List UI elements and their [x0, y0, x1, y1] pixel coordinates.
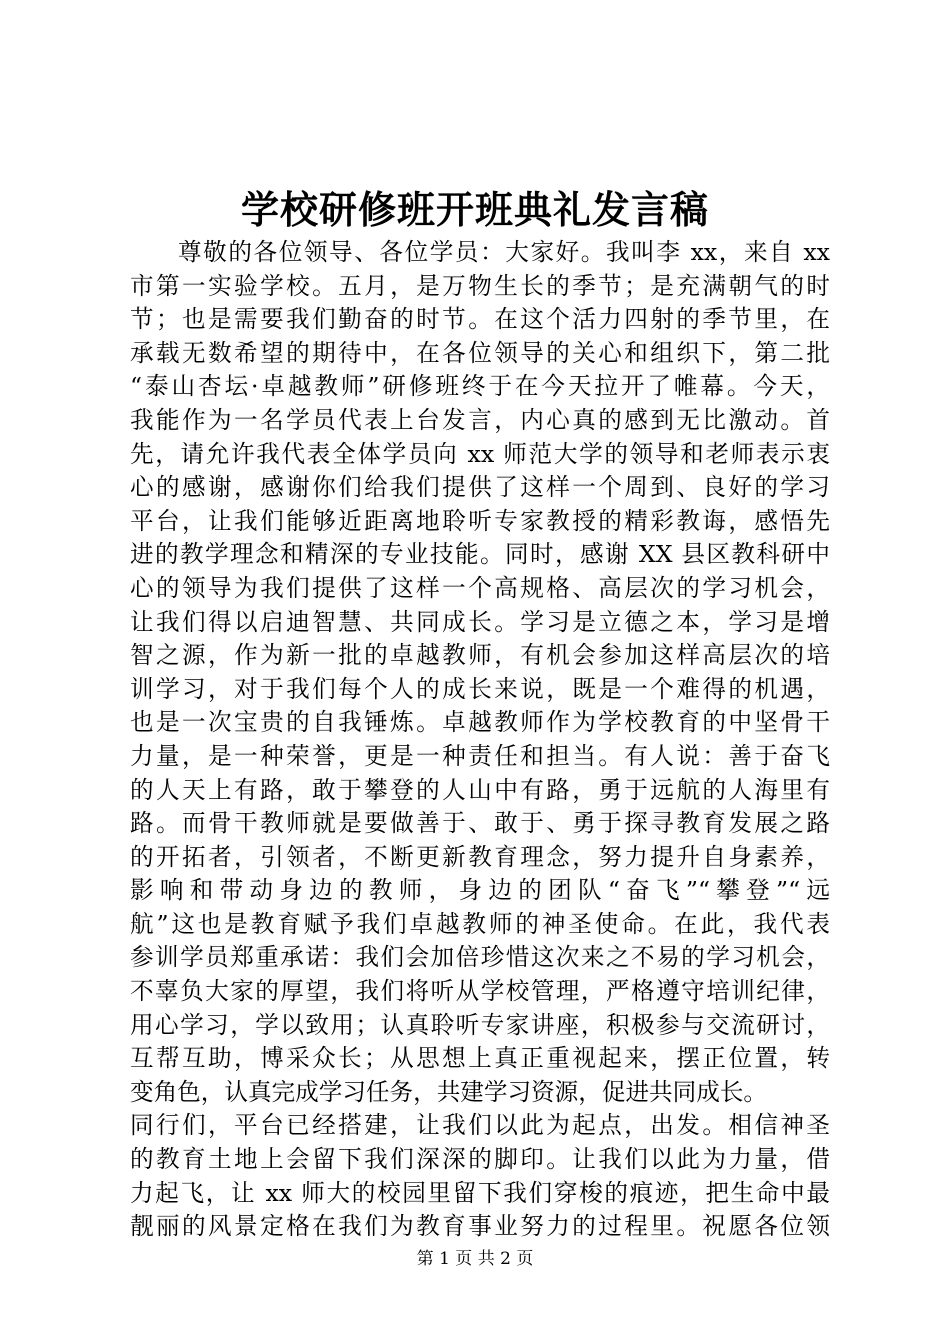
page-footer: 第 1 页 共 2 页 [416, 1249, 534, 1269]
document-title: 学校研修班开班典礼发言稿 [240, 187, 709, 232]
body-line: 不辜负大家的厚望，我们将听从学校管理，严格遵守培训纪律， [130, 977, 830, 1006]
body-line: 平台，让我们能够近距离地聆听专家教授的精彩教诲，感悟先 [130, 506, 830, 535]
body-line: 承载无数希望的期待中，在各位领导的关心和组织下，第二批 [130, 338, 830, 367]
body-line: 用心学习，学以致用；认真聆听专家讲座，积极参与交流研讨， [130, 1010, 830, 1039]
body-line: 的开拓者，引领者，不断更新教育理念，努力提升自身素养， [130, 842, 830, 871]
body-line: 训学习，对于我们每个人的成长来说，既是一个难得的机遇， [130, 674, 830, 703]
body-line: 让我们得以启迪智慧、共同成长。学习是立德之本，学习是增 [130, 607, 830, 636]
body-line: 变角色，认真完成学习任务，共建学习资源，促进共同成长。 [130, 1077, 768, 1106]
body-line: 进的教学理念和精深的专业技能。同时，感谢 XX 县区教科研中 [130, 540, 830, 569]
body-line: 心的感谢，感谢你们给我们提供了这样一个周到、良好的学习 [130, 473, 830, 502]
body-line: 也是一次宝贵的自我锤炼。卓越教师作为学校教育的中坚骨干 [130, 708, 830, 737]
body-line: 我能作为一名学员代表上台发言，内心真的感到无比激动。首 [130, 405, 830, 434]
document-body [130, 236, 830, 1244]
body-line: 先，请允许我代表全体学员向 xx 师范大学的领导和老师表示衷 [130, 439, 830, 468]
body-line: 力量，是一种荣誉，更是一种责任和担当。有人说：善于奋飞 [130, 741, 830, 770]
body-line: 航”这也是教育赋予我们卓越教师的神圣使命。在此，我代表 [130, 909, 830, 938]
body-line: 的教育土地上会留下我们深深的脚印。让我们以此为力量，借 [130, 1145, 830, 1174]
body-line: 市第一实验学校。五月，是万物生长的季节；是充满朝气的时 [130, 271, 830, 300]
body-line: 影响和带动身边的教师，身边的团队“奋飞”“攀登”“远 [130, 876, 830, 905]
body-line: 智之源，作为新一批的卓越教师，有机会参加这样高层次的培 [130, 641, 830, 670]
body-line: 路。而骨干教师就是要做善于、敢于、勇于探寻教育发展之路 [130, 809, 830, 838]
body-line: 靓丽的风景定格在我们为教育事业努力的过程里。祝愿各位领 [130, 1212, 830, 1241]
body-line: 尊敬的各位领导、各位学员：大家好。我叫李 xx，来自 xx [178, 238, 830, 266]
body-line: 的人天上有路，敢于攀登的人山中有路，勇于远航的人海里有 [130, 775, 830, 804]
body-line: 节；也是需要我们勤奋的时节。在这个活力四射的季节里，在 [130, 305, 830, 334]
body-line: 参训学员郑重承诺：我们会加倍珍惜这次来之不易的学习机会， [130, 943, 830, 972]
body-line: 力起飞，让 xx 师大的校园里留下我们穿梭的痕迹，把生命中最 [130, 1178, 830, 1207]
body-line: “泰山杏坛·卓越教师”研修班终于在今天拉开了帷幕。今天， [130, 372, 830, 401]
body-line: 心的领导为我们提供了这样一个高规格、高层次的学习机会， [130, 573, 830, 602]
body-line: 互帮互助，博采众长；从思想上真正重视起来，摆正位置，转 [130, 1044, 830, 1073]
body-line: 同行们，平台已经搭建，让我们以此为起点，出发。相信神圣 [130, 1111, 830, 1140]
